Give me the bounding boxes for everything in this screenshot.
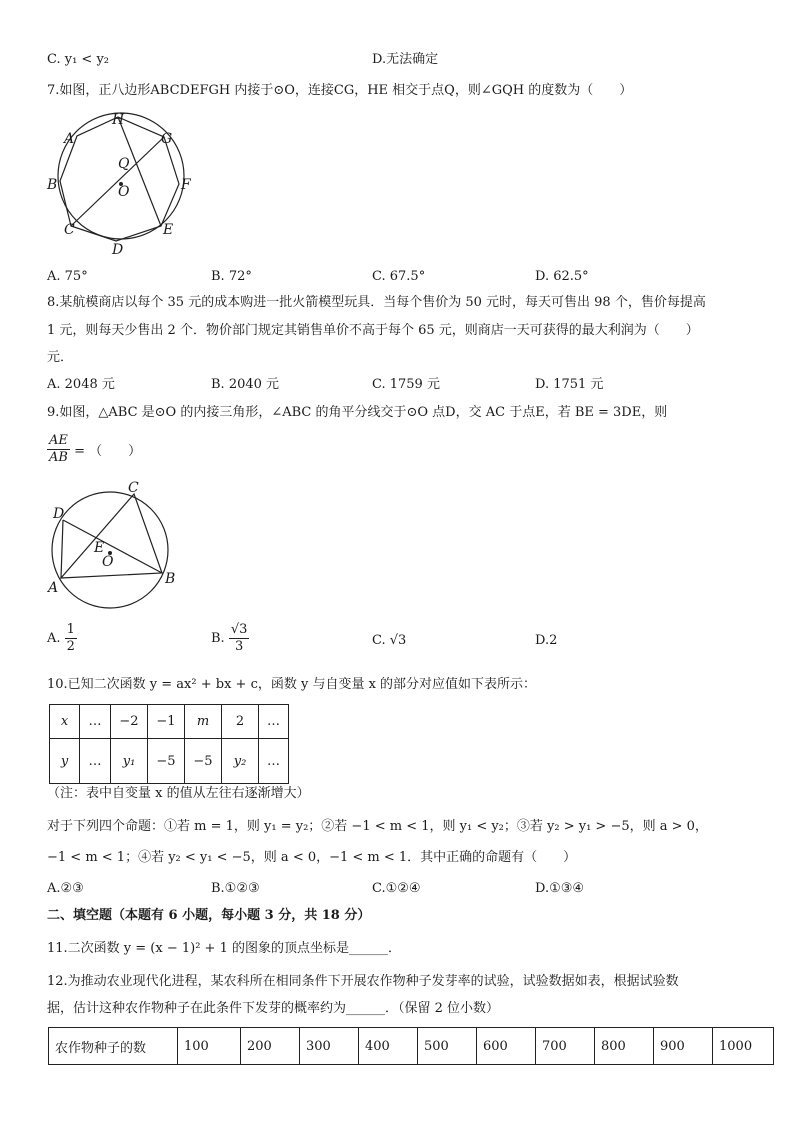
q9-segment-ad [61, 520, 63, 578]
q9-label-e: E [94, 540, 105, 556]
table-cell: −1 [148, 705, 185, 739]
q7-text: 7.如图，正八边形ABCDEFGH 内接于⊙O，连接CG，HE 相交于点Q，则∠GQH 的度数为（ ） [47, 83, 633, 98]
q7-octagon-figure [40, 108, 200, 258]
q7-label-h: H [112, 112, 125, 128]
q9-fraction-num: AE [47, 433, 70, 450]
q7-option-c: C. 67.5° [372, 269, 426, 284]
q9-option-d: D.2 [535, 633, 558, 648]
table-header-cell: 500 [418, 1028, 477, 1065]
q8-option-b: B. 2040 元 [211, 377, 280, 392]
q9-option-c: C. √3 [372, 633, 407, 648]
q9-label-b: B [165, 571, 176, 587]
q9-option-a-fraction [65, 622, 77, 655]
q9-option-b-den: 3 [234, 639, 244, 654]
table-cell: … [259, 705, 289, 739]
q8-option-c: C. 1759 元 [372, 377, 440, 392]
option-d-prev: D.无法确定 [372, 52, 439, 67]
table-cell: x [50, 705, 80, 739]
q9-option-a-prefix: A. [47, 631, 61, 646]
table-cell: 2 [222, 705, 259, 739]
q9-label-a: A [48, 580, 59, 596]
q11-text: 11.二次函数 y = (x − 1)² + 1 的图象的顶点坐标是______． [47, 941, 401, 956]
q7-option-b: B. 72° [211, 269, 252, 284]
q10-option-d: D.①③④ [535, 881, 585, 896]
q9-option-a-den: 2 [66, 639, 75, 654]
table-header-cell: 400 [359, 1028, 418, 1065]
q8-line3: 元． [47, 350, 74, 365]
q10-line1: 对于下列四个命题：①若 m = 1，则 y₁ = y₂；②若 −1 < m < 1，则 y₁ < y₂；③若 y₂ > y₁ > −5，则 a > 0， [47, 819, 708, 834]
q8-option-d: D. 1751 元 [535, 377, 604, 392]
q7-label-c: C [64, 222, 75, 238]
table-cell: y₂ [222, 739, 259, 784]
q12-line1: 12.为推动农业现代化进程，某农科所在相同条件下开展农作物种子发芽率的试验，试验数据如表，根据试验数 [47, 974, 679, 989]
table-header-cell: 200 [241, 1028, 300, 1065]
table-cell: −5 [148, 739, 185, 784]
table-cell: −5 [185, 739, 222, 784]
q10-text: 10.已知二次函数 y = ax² + bx + c，函数 y 与自变量 x 的部分对应值如下表所示： [47, 677, 537, 692]
q10-table [49, 704, 289, 784]
q9-option-b-fraction [229, 622, 250, 655]
q9-circle-figure [42, 480, 192, 615]
table-header-cell: 农作物种子的数 [49, 1028, 178, 1065]
q10-option-a: A.②③ [47, 881, 84, 896]
q7-label-a: A [64, 131, 75, 147]
table-cell: y₁ [111, 739, 148, 784]
table-header-cell: 700 [536, 1028, 595, 1065]
q9-option-b [211, 622, 249, 655]
table-header-cell: 800 [595, 1028, 654, 1065]
q7-label-b: B [47, 177, 58, 193]
q12-line2: 据，估计这种农作物种子在此条件下发芽的概率约为______．（保留 2 位小数） [47, 1001, 500, 1016]
q10-note: （注：表中自变量 x 的值从左往右逐渐增大） [47, 786, 310, 801]
table-cell: … [259, 739, 289, 784]
q9-circle [52, 492, 168, 608]
q7-label-g: G [161, 131, 173, 147]
table-header-cell: 300 [300, 1028, 359, 1065]
table-header-cell: 1000 [713, 1028, 774, 1065]
q7-segment-cg [71, 137, 164, 226]
q9-fraction-den: AB [49, 450, 68, 465]
table-header-cell: 100 [178, 1028, 241, 1065]
table-cell: −2 [111, 705, 148, 739]
q9-fraction-line [47, 433, 141, 466]
q9-option-b-prefix: B. [211, 631, 225, 646]
table-row [49, 1028, 774, 1065]
q8-line2: 1 元，则每天少售出 2 个．物价部门规定其销售单价不高于每个 65 元，则商店一天可获得的最大利润为（ ） [47, 323, 699, 338]
q7-label-f: F [181, 177, 191, 193]
table-cell: … [80, 739, 111, 784]
section-title-fill-in: 二、填空题（本题有 6 小题，每小题 3 分，共 18 分） [47, 908, 371, 923]
q9-option-b-num: √3 [230, 622, 248, 637]
q9-fraction [47, 433, 70, 466]
q7-option-d: D. 62.5° [535, 269, 589, 284]
q9-label-o: O [102, 554, 114, 570]
q7-label-d: D [112, 242, 124, 258]
q7-label-e: E [163, 222, 174, 238]
table-header-cell: 600 [477, 1028, 536, 1065]
q12-table [48, 1027, 774, 1065]
q7-option-a: A. 75° [47, 269, 88, 284]
table-header-cell: 900 [654, 1028, 713, 1065]
table-row [50, 705, 289, 739]
q10-option-b: B.①②③ [211, 881, 260, 896]
q9-option-a [47, 622, 77, 655]
q9-label-d: D [53, 506, 65, 522]
q9-line1: 9.如图，△ABC 是⊙O 的内接三角形，∠ABC 的角平分线交于⊙O 点D，交 AC 于点E，若 BE = 3DE，则 [47, 405, 668, 420]
q9-option-a-num: 1 [66, 622, 75, 637]
q8-option-a: A. 2048 元 [47, 377, 115, 392]
q7-label-q: Q [118, 156, 130, 172]
table-cell: … [80, 705, 111, 739]
q8-line1: 8.某航模商店以每个 35 元的成本购进一批火箭模型玩具．当每个售价为 50 元时，每天可售出 98 个，售价每提高 [47, 295, 706, 310]
table-row [50, 739, 289, 784]
q9-label-c: C [128, 480, 139, 496]
q10-line2: −1 < m < 1；④若 y₂ < y₁ < −5，则 a < 0，−1 < m < 1．其中正确的命题有（ ） [47, 850, 577, 865]
table-cell: y [50, 739, 80, 784]
table-cell: m [185, 705, 222, 739]
q10-option-c: C.①②④ [372, 881, 421, 896]
option-c-prev: C. y₁ < y₂ [47, 52, 110, 67]
q7-label-o: O [118, 184, 130, 200]
q9-tail: = （ ） [74, 444, 142, 459]
